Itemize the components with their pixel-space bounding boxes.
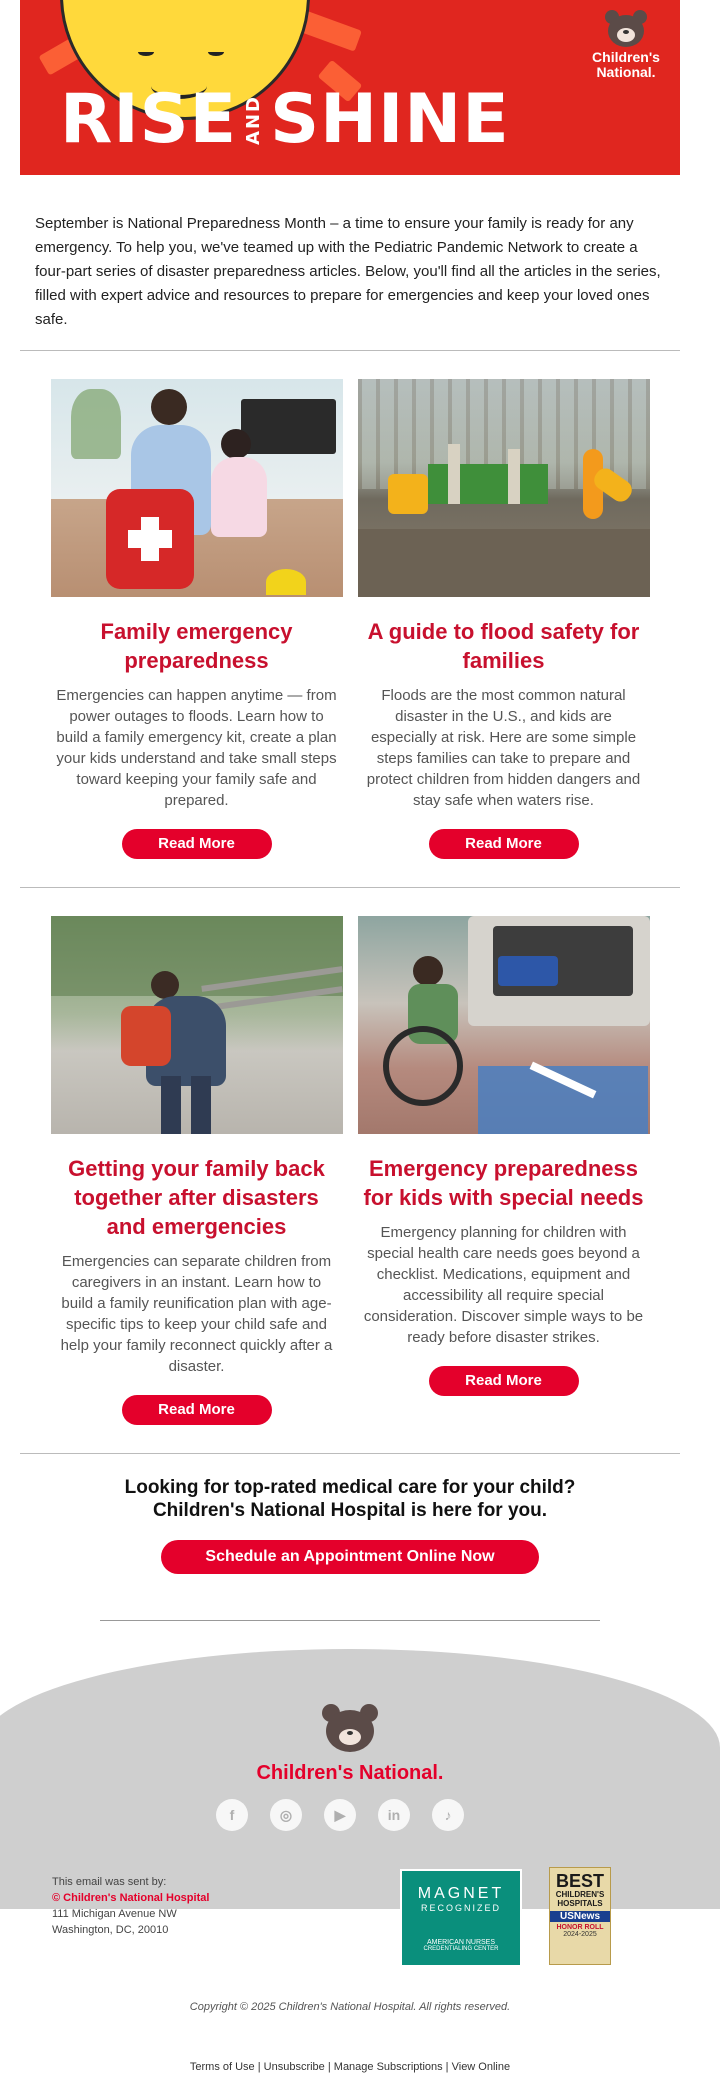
instagram-icon[interactable]: ◎ (270, 1799, 302, 1831)
hero-title-and: AND (243, 95, 265, 145)
hero-title (60, 80, 510, 159)
logo-line1: Children's (592, 49, 660, 65)
article-card (51, 916, 343, 1425)
unsubscribe-link[interactable]: Unsubscribe (263, 2061, 325, 2073)
article-row (20, 351, 680, 887)
magnet-subtitle: RECOGNIZED (420, 1903, 501, 1913)
article-image-wheelchair[interactable] (358, 916, 650, 1134)
magnet-org-line2: CREDENTIALING CENTER (423, 1946, 499, 1952)
hero-title-rise: RISE (60, 80, 238, 159)
article-body: Emergencies can happen anytime — from power outages to floods. Learn how to build a family emergency kit, create a plan your kids understand and take small steps toward keeping your family safe and prepared. (56, 687, 337, 809)
usnews-years: 2024-2025 (563, 1931, 597, 1938)
schedule-appointment-button[interactable]: Schedule an Appointment Online Now (161, 1540, 539, 1574)
copyright: Copyright © 2025 Children's National Hospital. All rights reserved. (189, 2001, 511, 2013)
read-more-button[interactable]: Read More (122, 1395, 272, 1425)
divider (100, 1620, 600, 1621)
read-more-button[interactable]: Read More (122, 829, 272, 859)
usnews-honor-roll-badge (549, 1867, 611, 1965)
article-title[interactable]: Family emergency preparedness (100, 619, 293, 673)
terms-link[interactable]: Terms of Use (189, 2061, 255, 2073)
footer-logo[interactable] (250, 1704, 450, 1785)
magnet-title: MAGNET (417, 1885, 505, 1902)
usnews-line3: HOSPITALS (557, 1899, 603, 1908)
sender-address-line1: 111 Michigan Avenue NW (52, 1908, 177, 1920)
hero-banner (20, 0, 680, 175)
article-card (51, 379, 343, 859)
usnews-line2: CHILDREN'S (555, 1890, 605, 1899)
bear-icon (603, 10, 649, 50)
footer (20, 1649, 680, 2033)
sender-org: © Children's National Hospital (52, 1892, 210, 1904)
article-title[interactable]: Emergency preparedness for kids with special needs (363, 1156, 644, 1210)
article-body: Emergencies can separate children from caregivers in an instant. Learn how to build a family reunification plan with age-specific tips to keep your child safe and help your family reconnect quickly after a disaster. (60, 1253, 333, 1375)
magnet-org-line1: AMERICAN NURSES (426, 1939, 496, 1946)
linkedin-icon[interactable]: in (378, 1799, 410, 1831)
logo-line2: National. (596, 64, 656, 80)
hero-title-shine: SHINE (270, 80, 510, 159)
article-body: Emergency planning for children with special health care needs goes beyond a checklist. Medications, equipment and accessibility all require special consideration. Discover simple ways to be ready before disaster strikes. (363, 1224, 644, 1346)
footer-logo-text: Children's National. (256, 1762, 444, 1784)
social-links (216, 1799, 464, 1831)
footer-links: Terms of Use | Unsubscribe | Manage Subscriptions | View Online (189, 2061, 511, 2073)
article-title[interactable]: A guide to flood safety for families (367, 619, 640, 673)
facebook-icon[interactable]: f (216, 1799, 248, 1831)
sender-info (52, 1874, 209, 1938)
usnews-brand: USNews (550, 1911, 610, 1922)
article-image-flood-playground[interactable] (358, 379, 650, 597)
usnews-honor: HONOR ROLL (556, 1924, 604, 1931)
cta-heading-line2: Children's National Hospital is here for you. (152, 1500, 548, 1521)
magnet-recognized-badge (400, 1869, 522, 1967)
read-more-button[interactable]: Read More (429, 1366, 579, 1396)
bear-icon (320, 1704, 380, 1754)
article-title[interactable]: Getting your family back together after disasters and emergencies (68, 1156, 325, 1239)
email-container (20, 0, 680, 2073)
article-image-family-kit[interactable] (51, 379, 343, 597)
intro-paragraph: September is National Preparedness Month – a time to ensure your family is ready for any emergency. To help you, we've teamed up with the Pediatric Pandemic Network to create a four-part series of disaster preparedness articles. Below, you'll find all the articles in the series, filled with expert advice and resources to prepare for emergencies and keep your loved ones safe. (35, 215, 661, 328)
sun-eye (138, 48, 154, 56)
article-card (358, 379, 650, 859)
cta-section (20, 1454, 680, 1621)
article-card (358, 916, 650, 1425)
tiktok-icon[interactable]: ♪ (432, 1799, 464, 1831)
cta-heading-line1: Looking for top-rated medical care for your child? (124, 1477, 576, 1498)
article-body: Floods are the most common natural disaster in the U.S., and kids are especially at risk. Here are some simple steps families can take to prepare and protect children from hidden dangers and stay safe when waters rise. (366, 687, 641, 809)
sun-eye (208, 48, 224, 56)
manage-subscriptions-link[interactable]: Manage Subscriptions (333, 2061, 443, 2073)
view-online-link[interactable]: View Online (451, 2061, 511, 2073)
sent-by-label: This email was sent by: (52, 1876, 167, 1888)
childrens-national-logo[interactable] (586, 10, 666, 80)
youtube-icon[interactable]: ▶ (324, 1799, 356, 1831)
read-more-button[interactable]: Read More (429, 829, 579, 859)
article-row (20, 888, 680, 1453)
usnews-best: BEST (555, 1871, 604, 1891)
article-image-family-hug[interactable] (51, 916, 343, 1134)
sender-address-line2: Washington, DC, 20010 (52, 1924, 169, 1936)
